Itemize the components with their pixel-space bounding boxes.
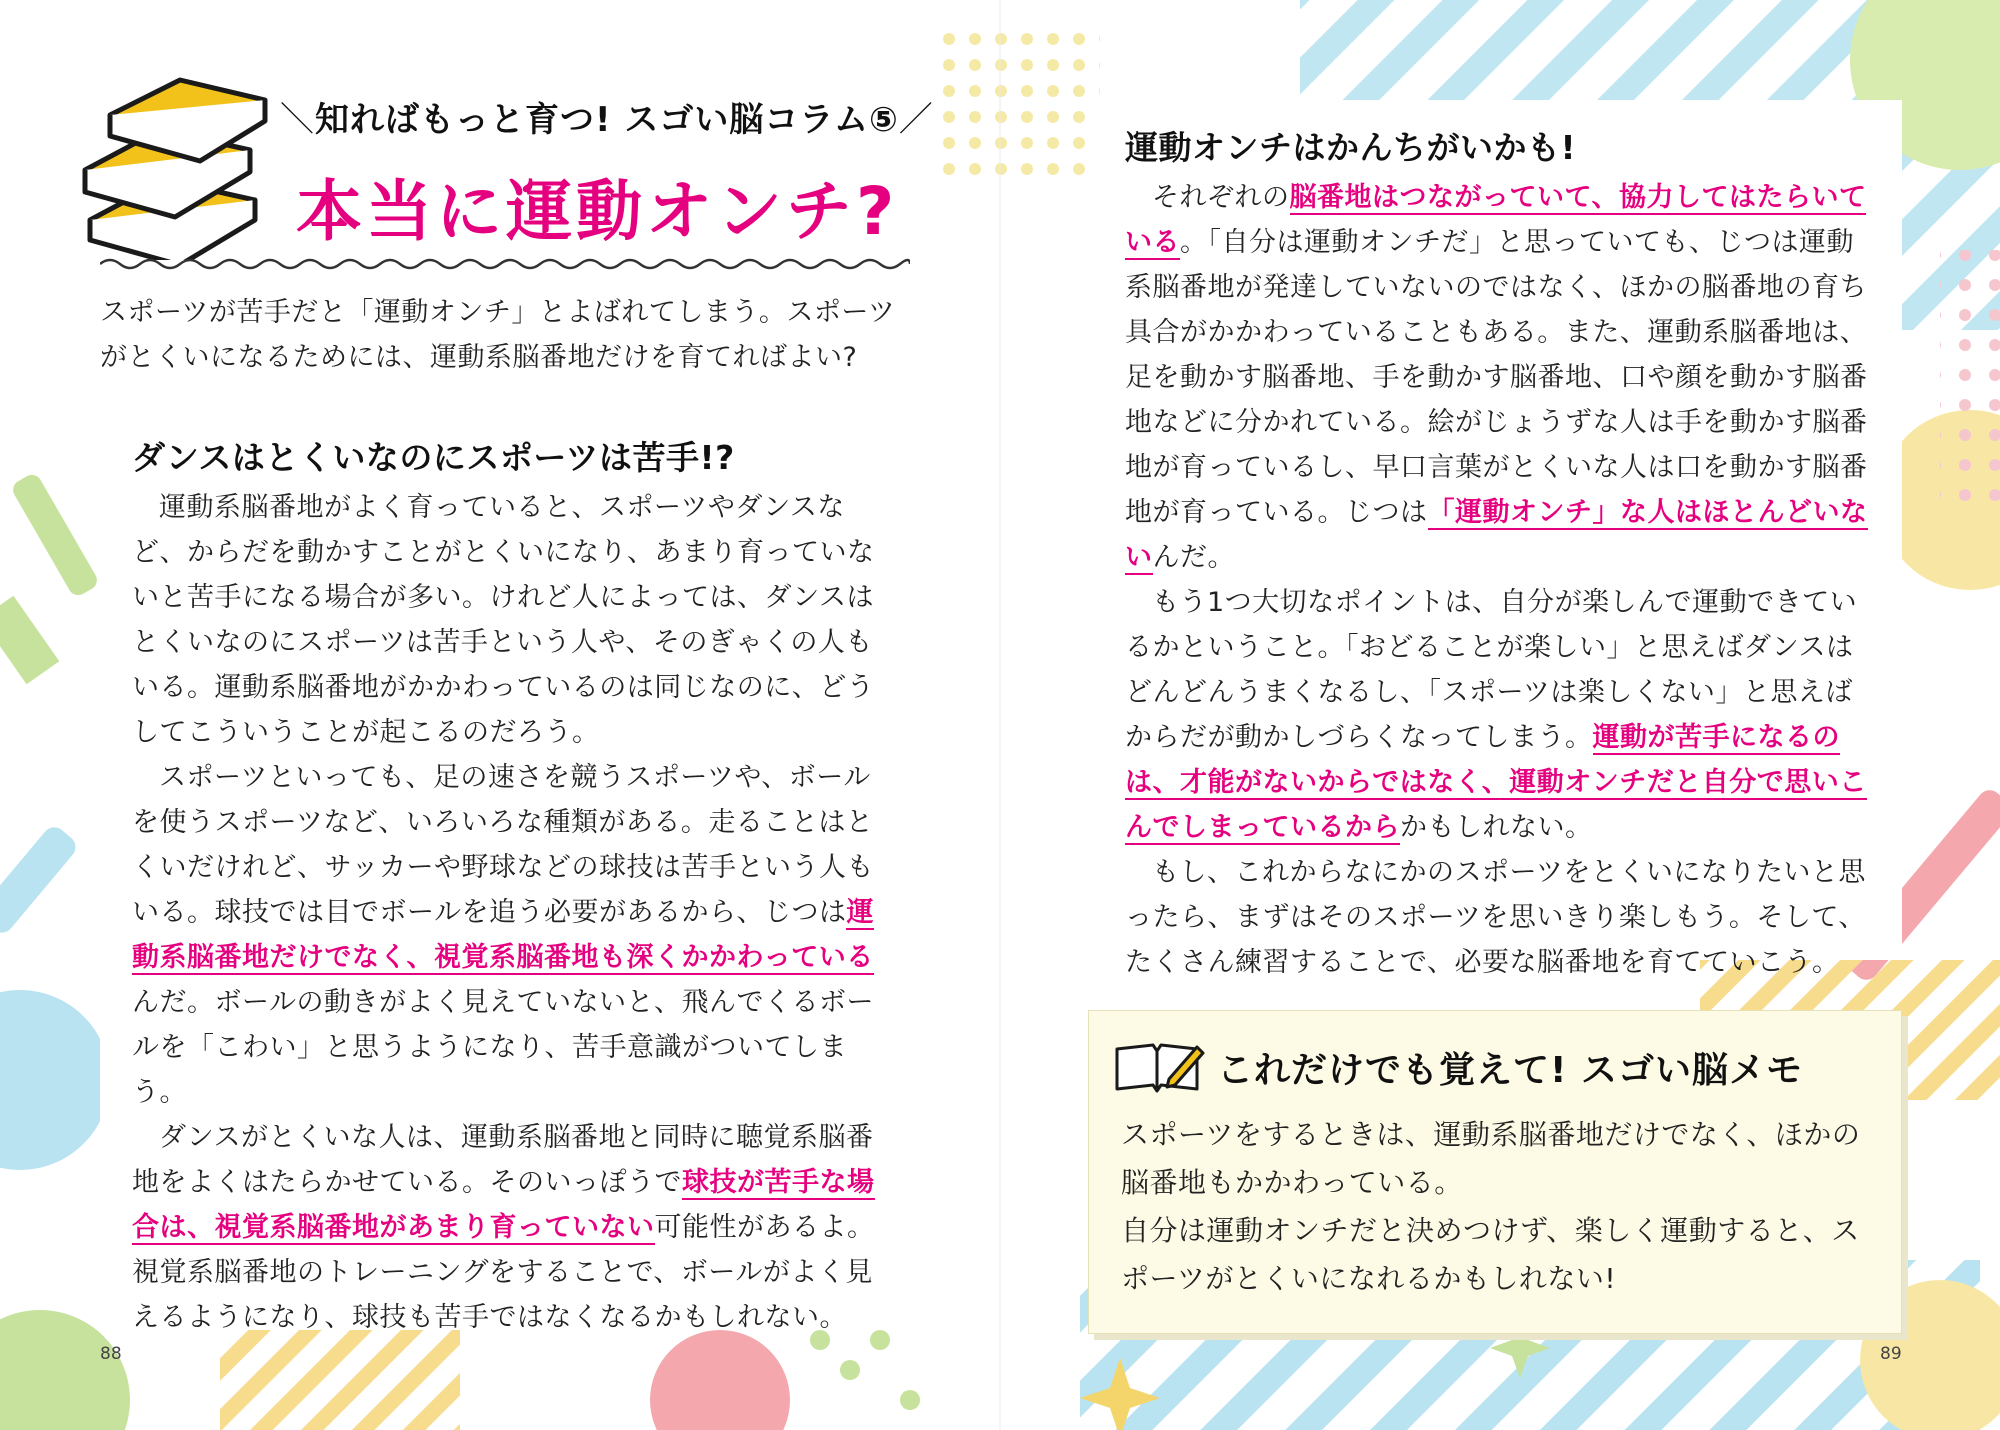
main-title: 本当に運動オンチ? (296, 173, 899, 250)
paragraph-3-text-b: 可能性があるよ。視覚系脳番地のトレーニングをすることで、ボールがよく見えるようになり、球技も苦手ではなくなるかもしれない。 (132, 1212, 875, 1333)
books-icon (70, 70, 270, 260)
right-paragraph-1-text-a: それぞれの (1152, 182, 1290, 213)
memo-header (1113, 1039, 1803, 1095)
paragraph-3-text-a: ダンスがとくいな人は、運動系脳番地と同時に聴覚系脳番地をよくはたらかせている。そのいっぽうで (132, 1122, 874, 1198)
memo-title: これだけでも覚えて! スゴい脳メモ (1217, 1049, 1803, 1091)
notebook-pencil-icon (1113, 1039, 1205, 1095)
paragraph-1: 運動系脳番地がよく育っていると、スポーツやダンスなど、からだを動かすことがとくいになり、あまり育っていないと苦手になる場合が多い。けれど人によっては、ダンスはとくいなのにスポーツは苦手という人や、そのぎゃくの人もいる。運動系脳番地がかかわっているのは同じなのに、どうしてこういうことが起こるのだろう。 (132, 492, 875, 748)
paragraph-2-text-a: スポーツといっても、足の速さを競うスポーツや、ボールを使うスポーツなど、いろいろな種類がある。走ることはとくいだけれど、サッカーや野球などの球技は苦手という人もいる。球技では目でボールを追う必要があるから、じつは (132, 762, 874, 928)
right-paragraph-1 (1125, 175, 1873, 580)
right-paragraph-1-text-b: 。「自分は運動オンチだ」と思っていても、じつは運動系脳番地が発達していないのではなく、ほかの脳番地の育ち具合がかかわっていることもある。また、運動系脳番地は、足を動かす脳番地、手を動かす脳番地、口や顔を動かす脳番地などに分かれている。絵がじょうずな人は手を動かす脳番地が育っているし、早口言葉がとくいな人は口を動かす脳番地が育っている。じつは (1125, 227, 1868, 528)
right-paragraph-2 (1125, 580, 1873, 850)
series-title-text: 知ればもっと育つ! スゴい脳コラム⑤ (315, 100, 899, 140)
intro-text: スポーツが苦手だと「運動オンチ」とよばれてしまう。スポーツがとくいになるためには、運動系脳番地だけを育てればよい? (100, 297, 896, 373)
highlight-brain-cooperate: 脳番地はつながっていて、協力してはたらいている (1125, 182, 1867, 258)
right-paragraph-3: もし、これからなにかのスポーツをとくいになりたいと思ったら、まずはそのスポーツを思いきり楽しもう。そして、たくさん練習することで、必要な脳番地を育てていこう。 (1125, 857, 1866, 978)
section-heading-dance: ダンスはとくいなのにスポーツは苦手!? (132, 438, 735, 477)
paragraph-2-text-b: んだ。ボールの動きがよく見えていないと、飛んでくるボールを「こわい」と思うようになり、苦手意識がついてしまう。 (132, 987, 874, 1108)
memo-box (1088, 1010, 1902, 1334)
paragraph-3 (132, 1115, 884, 1340)
right-paragraph-1-text-c: んだ。 (1152, 542, 1235, 573)
memo-line-2: 自分は運動オンチだと決めつけず、楽しく運動すると、スポーツがとくいになれるかもしれない! (1121, 1214, 1860, 1295)
section-heading-misunderstanding: 運動オンチはかんちがいかも! (1125, 128, 1577, 167)
page-number-right: 89 (1880, 1344, 1902, 1364)
wavy-divider (100, 256, 910, 272)
right-paragraph-2-text-b: かもしれない。 (1400, 812, 1593, 843)
memo-line-1: スポーツをするときは、運動系脳番地だけでなく、ほかの脳番地もかかわっている。 (1121, 1118, 1861, 1199)
left-section (132, 432, 884, 1340)
highlight-few-clumsy: 「運動オンチ」な人はほとんどいない (1125, 497, 1868, 573)
right-section (1125, 122, 1873, 985)
paragraph-2 (132, 755, 884, 1115)
highlight-visual-brain: 運動系脳番地だけでなく、視覚系脳番地も深くかかわっている (132, 897, 874, 973)
memo-body (1121, 1111, 1881, 1303)
right-body (1125, 175, 1873, 985)
series-title: ＼知ればもっと育つ! スゴい脳コラム⑤／ (280, 100, 934, 140)
page-number-left: 88 (100, 1344, 122, 1364)
highlight-belief: 運動が苦手になるのは、才能がないからではなく、運動オンチだと自分で思いこんでしまっているから (1125, 722, 1867, 843)
highlight-ball-sports: 球技が苦手な場合は、視覚系脳番地があまり育っていない (132, 1167, 875, 1243)
right-paragraph-2-text-a: もう1つ大切なポイントは、自分が楽しんで運動できているかということ。「おどることが楽しい」と思えばダンスはどんどんうまくなるし、「スポーツは楽しくない」と思えばからだが動かしづらくなってしまう。 (1125, 587, 1858, 753)
left-body (132, 485, 884, 1340)
